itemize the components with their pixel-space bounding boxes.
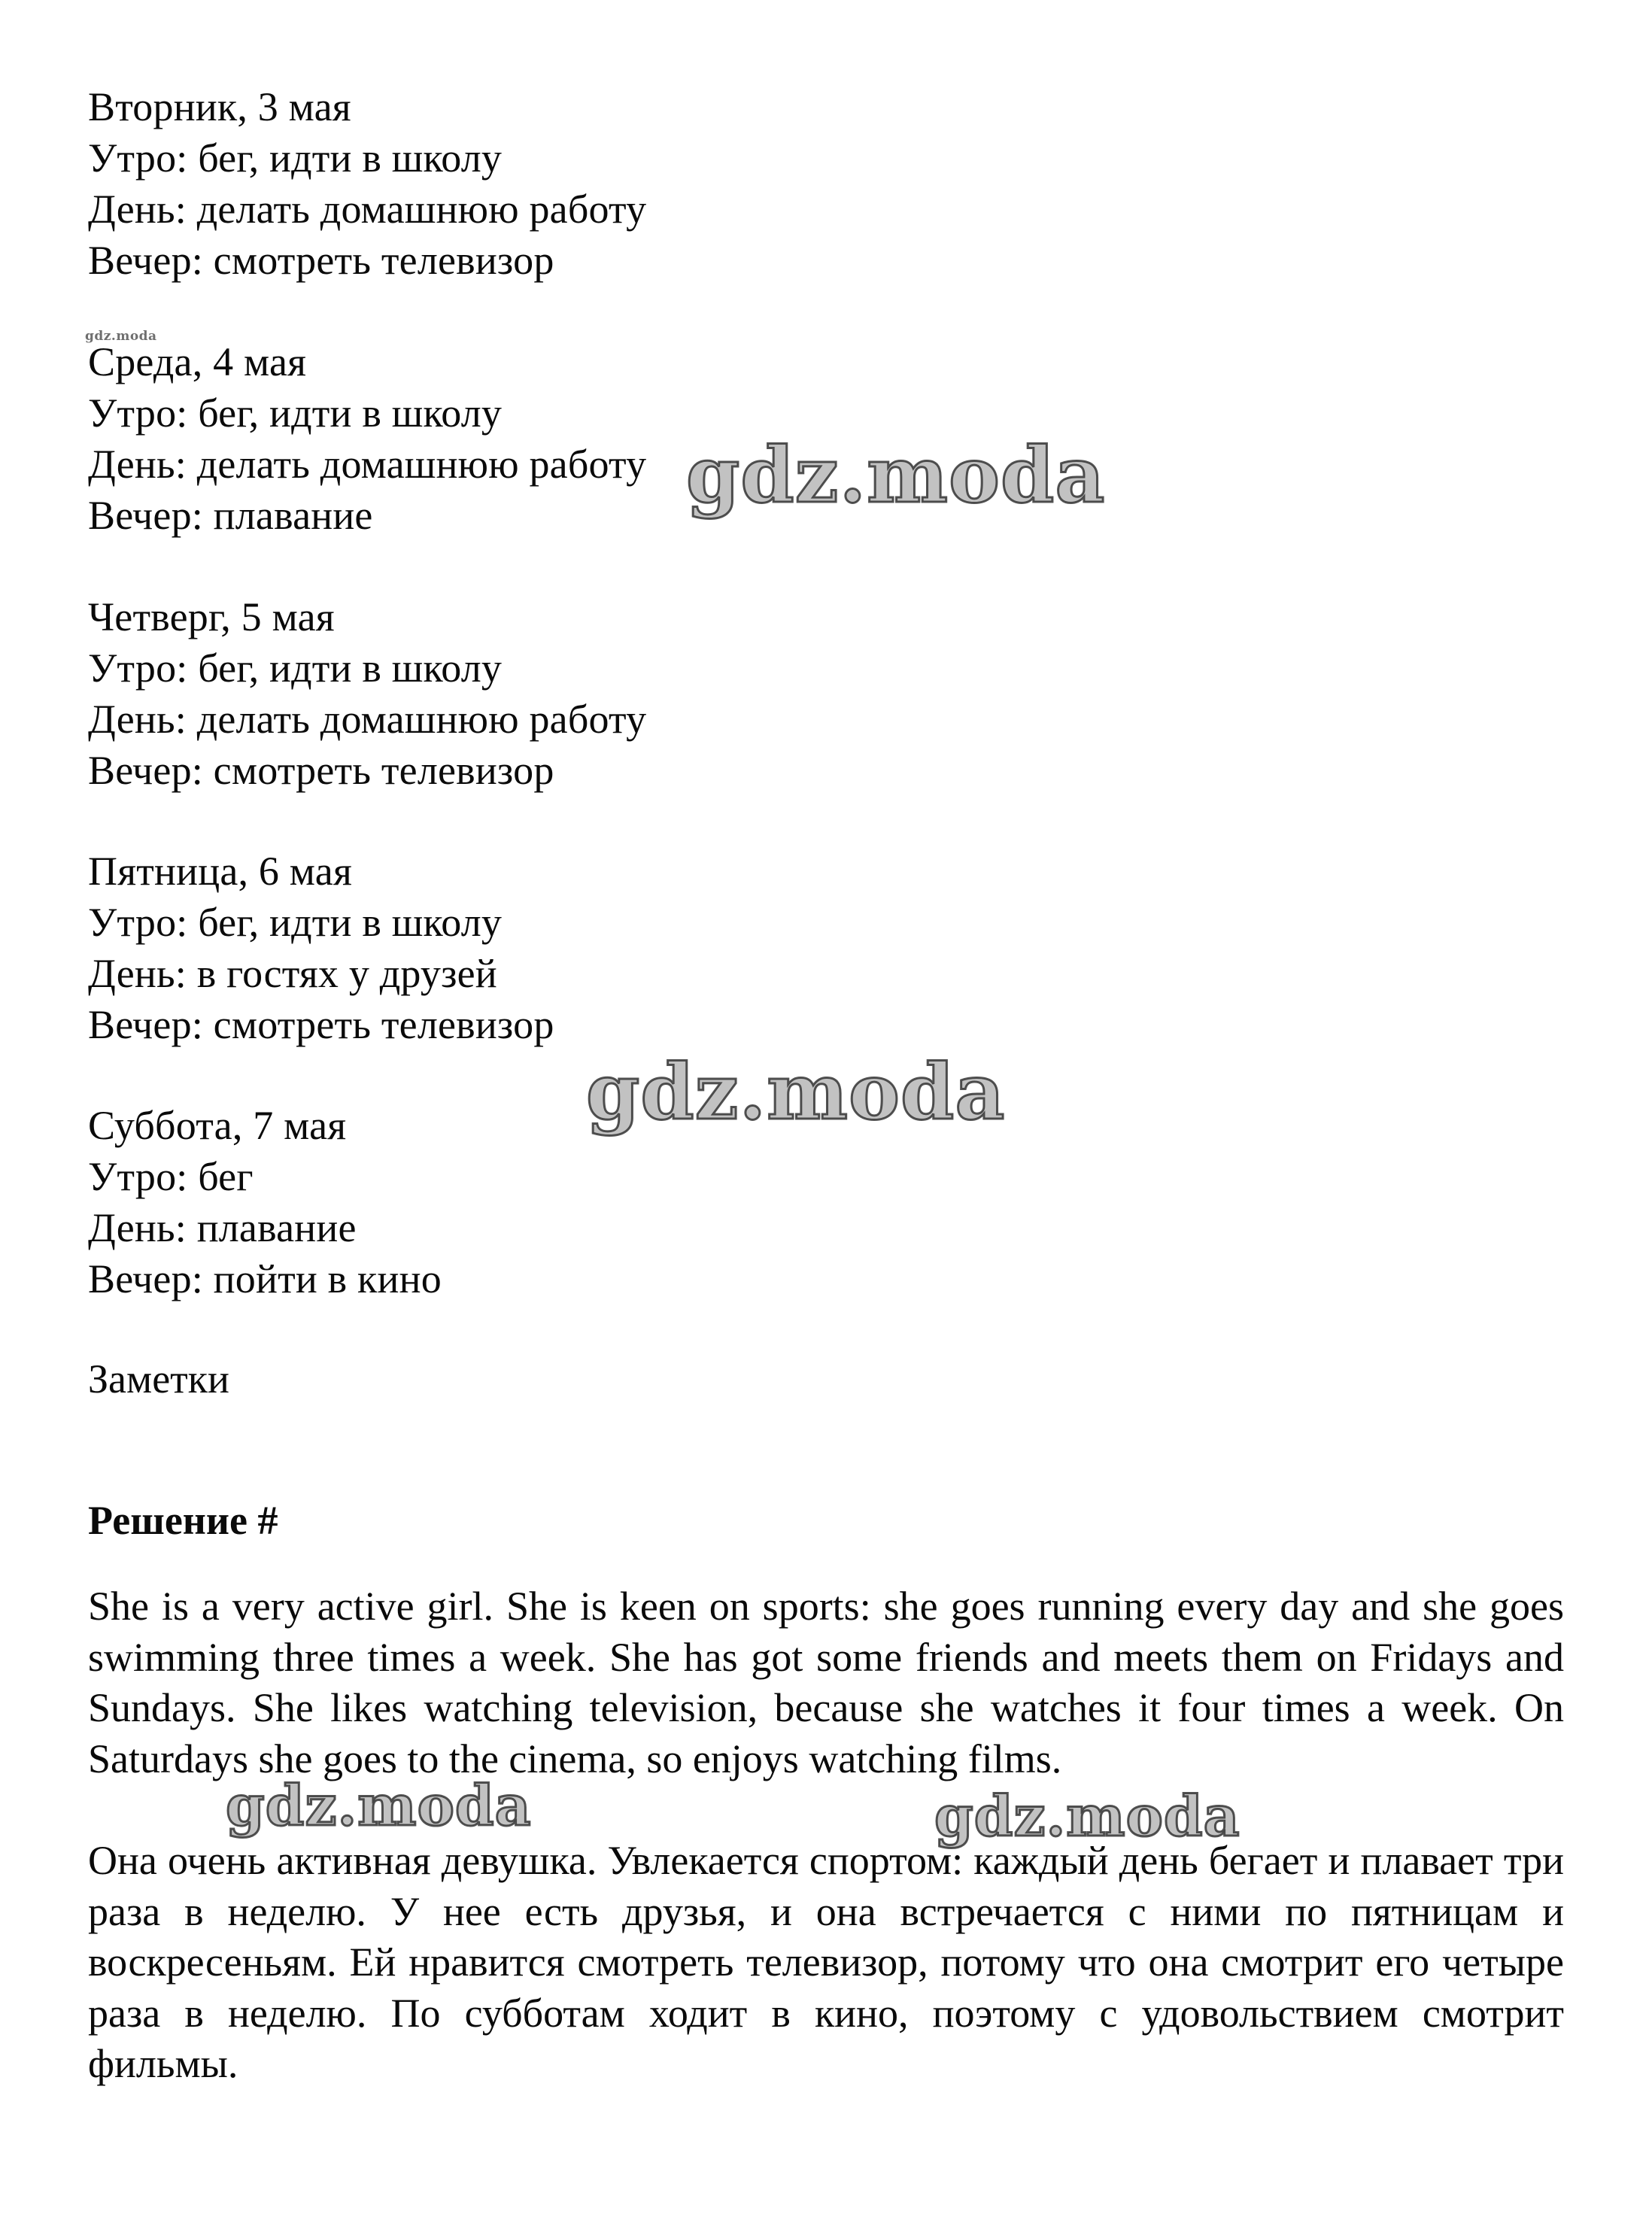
- day-evening: Вечер: плавание: [88, 493, 373, 538]
- day-morning: Утро: бег: [88, 1154, 254, 1199]
- day-entry-friday: [88, 846, 554, 1050]
- watermark-logo: gdz.moda: [686, 430, 1106, 521]
- day-morning: Утро: бег, идти в школу: [88, 390, 503, 436]
- day-afternoon: День: плавание: [88, 1205, 357, 1250]
- day-date: Четверг, 5 мая: [88, 594, 335, 639]
- day-evening: Вечер: пойти в кино: [88, 1256, 442, 1301]
- day-morning: Утро: бег, идти в школу: [88, 900, 503, 945]
- day-afternoon: День: в гостях у друзей: [88, 951, 497, 996]
- day-entry-saturday: [88, 1100, 442, 1304]
- watermark-logo: gdz.moda: [586, 1047, 1006, 1137]
- watermark-logo: gdz.moda: [934, 1784, 1241, 1849]
- day-afternoon: День: делать домашнюю работу: [88, 442, 647, 487]
- notes-label: Заметки: [88, 1356, 229, 1402]
- day-afternoon: День: делать домашнюю работу: [88, 187, 647, 232]
- day-date: Среда, 4 мая: [88, 339, 307, 384]
- day-evening: Вечер: смотреть телевизор: [88, 748, 554, 793]
- day-afternoon: День: делать домашнюю работу: [88, 697, 647, 742]
- watermark-logo: gdz.moda: [226, 1774, 532, 1839]
- day-entry-wednesday: [88, 336, 646, 541]
- day-evening: Вечер: смотреть телевизор: [88, 1002, 554, 1047]
- day-date: Суббота, 7 мая: [88, 1103, 347, 1148]
- day-entry-thursday: [88, 591, 646, 796]
- day-morning: Утро: бег, идти в школу: [88, 135, 503, 181]
- day-entry-tuesday: [88, 81, 646, 286]
- solution-paragraph-english: She is a very active girl. She is keen on sports: she goes running every day and she goes swimming three times a week. She has got some friends and meets them on Fridays and Sundays. She likes watching television, because she watches it four times a week. On Saturdays she goes to the cinema, so enjoys watching films.: [88, 1584, 1564, 1781]
- day-date: Вторник, 3 мая: [88, 84, 351, 129]
- day-morning: Утро: бег, идти в школу: [88, 645, 503, 691]
- solution-paragraph-russian: Она очень активная девушка. Увлекается спортом: каждый день бегает и плавает три раза в неделю. У нее есть друзья, и она встречается с ними по пятницам и воскресеньям. Ей нравится смотреть телевизор, потому что она смотрит его четыре раза в неделю. По субботам ходит в кино, поэтому с удовольствием смотрит фильмы.: [88, 1838, 1564, 2086]
- day-date: Пятница, 6 мая: [88, 849, 353, 894]
- day-evening: Вечер: смотреть телевизор: [88, 238, 554, 283]
- solution-heading: Решение #: [88, 1498, 278, 1543]
- watermark-small: gdz.moda: [85, 329, 157, 344]
